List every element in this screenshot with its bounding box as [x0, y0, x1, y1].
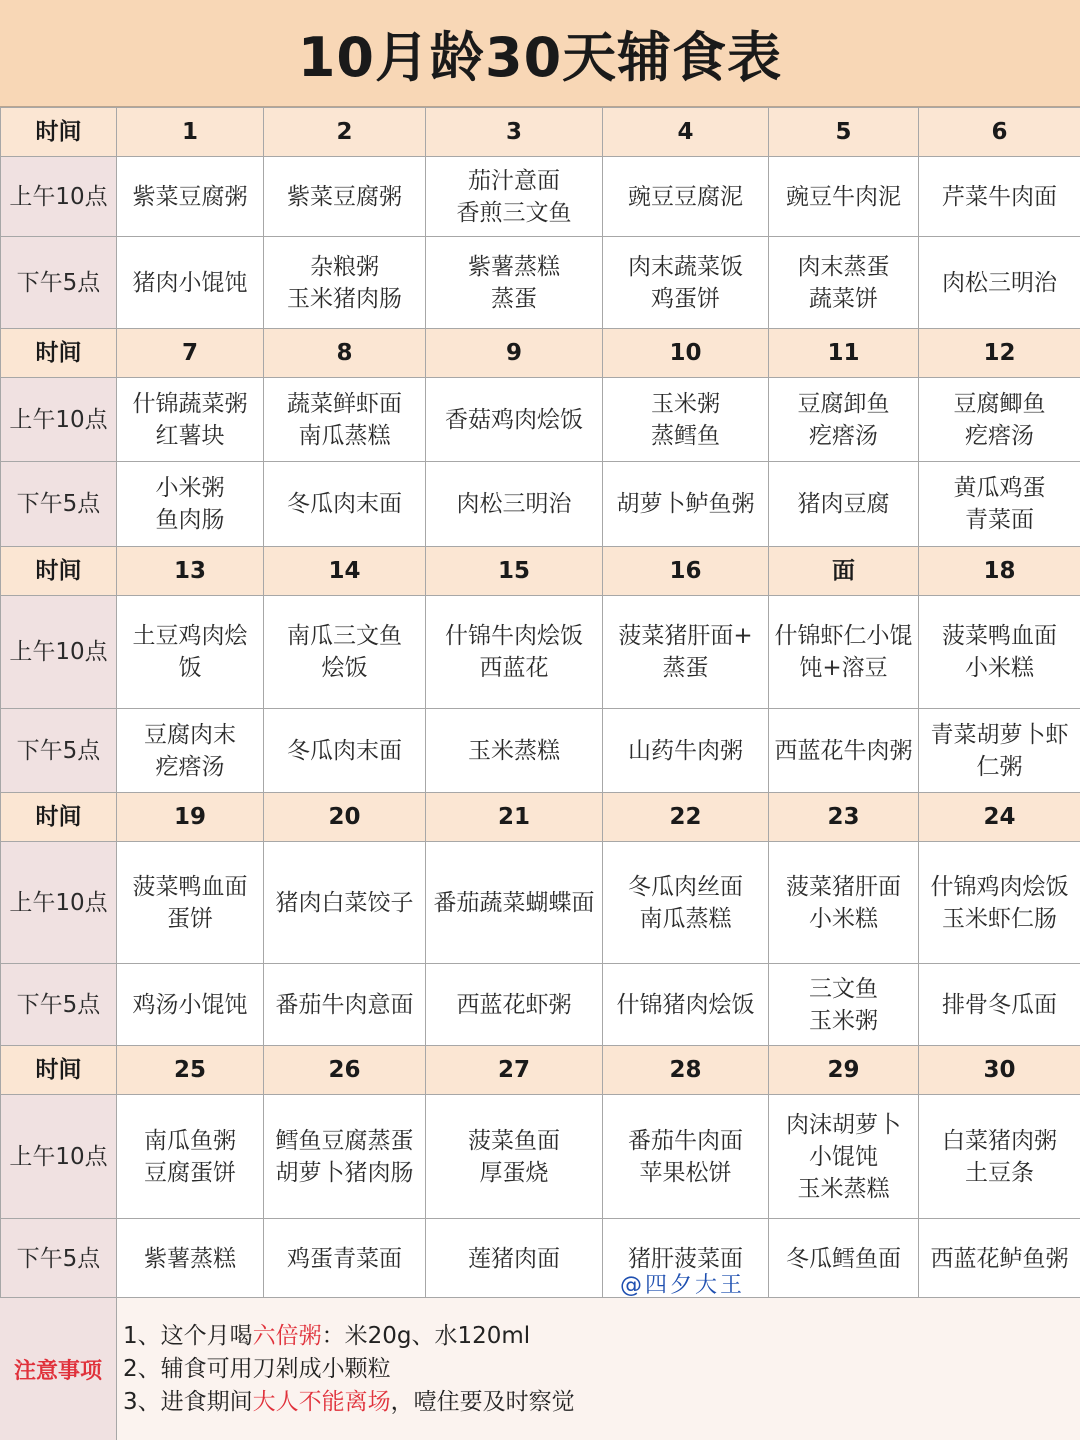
meal-item: 番茄蔬菜蝴蝶面 [433, 889, 595, 916]
meal-cell [603, 596, 769, 709]
meal-item: 菠菜鸭血面 [132, 873, 248, 900]
meal-item: 青菜胡萝卜虾 [930, 721, 1069, 748]
day-number: 8 [264, 329, 426, 378]
meal-item: 番茄牛肉意面 [275, 991, 414, 1018]
note-text: 2、辅食可用刀剁成小颗粒 [123, 1355, 391, 1382]
day-number: 24 [919, 793, 1080, 842]
meal-item: 豆腐鲫鱼 [953, 390, 1046, 417]
meal-cell [919, 596, 1080, 709]
meal-item: 白菜猪肉粥 [942, 1127, 1057, 1154]
note-item [123, 1353, 1080, 1386]
meal-cell [769, 596, 919, 709]
evening-meal-row [1, 237, 1080, 329]
time-header-row [1, 329, 1080, 378]
day-number: 5 [769, 108, 919, 157]
meal-item: 番茄牛肉面 [628, 1127, 743, 1154]
time-header-row [1, 1046, 1080, 1095]
meal-item: 土豆鸡肉烩 [132, 623, 248, 649]
meal-item: 紫薯蒸糕 [468, 253, 560, 280]
meal-item: 猪肉豆腐 [797, 491, 890, 517]
morning-time-label: 上午10点 [1, 157, 117, 237]
meal-item: 饭 [178, 655, 202, 681]
day-number: 26 [264, 1046, 426, 1095]
meal-item: 疙瘩汤 [809, 422, 878, 449]
meal-cell [264, 1219, 426, 1299]
meal-cell [264, 237, 426, 329]
meal-cell [117, 964, 264, 1046]
day-number: 22 [603, 793, 769, 842]
meal-item: 什锦鸡肉烩饭 [930, 873, 1069, 900]
time-label: 时间 [1, 547, 117, 596]
meal-cell [264, 378, 426, 462]
meal-item: 菠菜鱼面 [468, 1127, 560, 1154]
meal-item: 冬瓜鳕鱼面 [786, 1245, 901, 1272]
meal-cell [603, 462, 769, 547]
meal-cell [603, 1095, 769, 1219]
meal-item: 红薯块 [155, 422, 225, 449]
meal-cell [769, 157, 919, 237]
meal-item: 蔬菜饼 [809, 285, 878, 312]
notes-list [117, 1298, 1080, 1440]
day-number: 10 [603, 329, 769, 378]
meal-cell [769, 462, 919, 547]
morning-time-label: 上午10点 [1, 842, 117, 964]
evening-time-label: 下午5点 [1, 1219, 117, 1299]
time-header-row [1, 547, 1080, 596]
time-label: 时间 [1, 329, 117, 378]
morning-meal-row [1, 1095, 1080, 1219]
meal-item: 菠菜猪肝面+ [618, 623, 753, 649]
meal-item: 猪肝菠菜面 [628, 1245, 743, 1272]
meal-item: 玉米粥 [809, 1007, 878, 1034]
meal-item: 青菜面 [965, 507, 1034, 533]
meal-cell [117, 462, 264, 547]
meal-item: 蒸蛋 [491, 285, 537, 312]
meal-cell [117, 596, 264, 709]
meal-item: 冬瓜肉丝面 [628, 873, 743, 900]
morning-time-label: 上午10点 [1, 378, 117, 462]
meal-item: 厚蛋烧 [479, 1159, 549, 1186]
meal-item: 香菇鸡肉烩饭 [445, 406, 583, 433]
meal-item: 豆腐蛋饼 [144, 1159, 236, 1186]
day-number: 3 [426, 108, 603, 157]
note-item [123, 1386, 1080, 1419]
time-header-row [1, 793, 1080, 842]
meal-item: 西蓝花虾粥 [456, 991, 572, 1018]
meal-cell [426, 596, 603, 709]
meal-cell [603, 842, 769, 964]
morning-time-label: 上午10点 [1, 596, 117, 709]
meal-cell [769, 709, 919, 793]
evening-time-label: 下午5点 [1, 462, 117, 547]
meal-item: 南瓜鱼粥 [144, 1127, 236, 1154]
notes-section [0, 1297, 1080, 1440]
meal-cell [117, 842, 264, 964]
day-number: 14 [264, 547, 426, 596]
meal-cell [603, 964, 769, 1046]
day-number: 7 [117, 329, 264, 378]
meal-cell [769, 378, 919, 462]
evening-meal-row [1, 964, 1080, 1046]
meal-item: 鳕鱼豆腐蒸蛋 [275, 1127, 414, 1154]
meal-cell [264, 964, 426, 1046]
day-number: 30 [919, 1046, 1080, 1095]
evening-meal-row [1, 1219, 1080, 1299]
meal-cell [426, 1095, 603, 1219]
meal-cell [919, 709, 1080, 793]
time-header-row [1, 108, 1080, 157]
meal-item: 菠菜鸭血面 [942, 623, 1057, 649]
meal-cell [603, 709, 769, 793]
morning-time-label: 上午10点 [1, 1095, 117, 1219]
meal-item: 猪肉小馄饨 [132, 269, 248, 296]
day-number: 1 [117, 108, 264, 157]
meal-item: 疙瘩汤 [965, 422, 1034, 449]
meal-item: 芹菜牛肉面 [942, 183, 1057, 210]
day-number: 面 [769, 547, 919, 596]
morning-meal-row [1, 378, 1080, 462]
meal-item: 什锦蔬菜粥 [132, 390, 248, 417]
meal-cell [919, 1095, 1080, 1219]
meal-cell [919, 964, 1080, 1046]
day-number: 15 [426, 547, 603, 596]
day-number: 20 [264, 793, 426, 842]
meal-cell [919, 462, 1080, 547]
evening-meal-row [1, 462, 1080, 547]
meal-item: 南瓜蒸糕 [639, 905, 732, 932]
day-number: 27 [426, 1046, 603, 1095]
meal-table [0, 107, 1080, 1299]
note-highlight: 六倍粥 [252, 1322, 322, 1349]
meal-cell [919, 378, 1080, 462]
note-item [123, 1320, 1080, 1353]
meal-cell [264, 462, 426, 547]
meal-cell [603, 378, 769, 462]
meal-cell [426, 462, 603, 547]
day-number: 19 [117, 793, 264, 842]
meal-item: 仁粥 [976, 753, 1023, 780]
meal-cell [919, 157, 1080, 237]
meal-item: 豆腐卸鱼 [797, 390, 890, 417]
day-number: 9 [426, 329, 603, 378]
meal-cell [117, 709, 264, 793]
meal-cell [919, 237, 1080, 329]
meal-item: 蒸蛋 [662, 655, 709, 681]
day-number: 25 [117, 1046, 264, 1095]
meal-item: 小馄饨 [809, 1143, 878, 1170]
meal-cell [769, 237, 919, 329]
meal-item: 玉米猪肉肠 [287, 285, 402, 312]
meal-item: 南瓜蒸糕 [298, 422, 391, 449]
meal-cell [426, 709, 603, 793]
day-number: 13 [117, 547, 264, 596]
meal-item: 山药牛肉粥 [628, 737, 743, 764]
evening-time-label: 下午5点 [1, 237, 117, 329]
day-number: 16 [603, 547, 769, 596]
day-number: 29 [769, 1046, 919, 1095]
meal-item: 西蓝花鲈鱼粥 [930, 1245, 1069, 1272]
morning-meal-row [1, 157, 1080, 237]
evening-time-label: 下午5点 [1, 964, 117, 1046]
meal-item: 什锦牛肉烩饭 [445, 623, 583, 649]
day-number: 11 [769, 329, 919, 378]
meal-item: 冬瓜肉末面 [287, 737, 402, 764]
meal-item: 烩饭 [321, 655, 368, 681]
time-label: 时间 [1, 793, 117, 842]
meal-cell [919, 1219, 1080, 1299]
note-text: 1、这个月喝 [123, 1322, 253, 1349]
meal-item: 紫菜豆腐粥 [287, 183, 402, 210]
meal-item: 玉米虾仁肠 [942, 905, 1057, 932]
note-text: ：米20g、水120ml [321, 1322, 531, 1349]
meal-item: 小米糕 [809, 905, 878, 932]
meal-item: 西蓝花牛肉粥 [774, 737, 913, 764]
meal-item: 鱼肉肠 [155, 507, 225, 533]
meal-item: 鸡蛋青菜面 [287, 1245, 402, 1272]
evening-meal-row [1, 709, 1080, 793]
meal-item: 猪肉白菜饺子 [275, 889, 414, 916]
meal-item: 豆腐肉末 [144, 721, 236, 748]
meal-cell [769, 842, 919, 964]
morning-meal-row [1, 842, 1080, 964]
meal-cell [264, 1095, 426, 1219]
meal-item: 菠菜猪肝面 [786, 873, 901, 900]
notes-label: 注意事项 [0, 1298, 117, 1440]
meal-cell [426, 1219, 603, 1299]
meal-item: 肉沫胡萝卜 [786, 1111, 901, 1138]
meal-item: 黄瓜鸡蛋 [953, 475, 1046, 501]
meal-item: 西蓝花 [479, 655, 549, 681]
meal-item: 鸡汤小馄饨 [132, 991, 248, 1018]
meal-cell [264, 842, 426, 964]
meal-item: 鸡蛋饼 [651, 285, 720, 312]
day-number: 21 [426, 793, 603, 842]
meal-item: 小米糕 [965, 655, 1034, 681]
page-title: 10月龄30天辅食表 [0, 0, 1080, 107]
meal-cell [117, 1095, 264, 1219]
meal-item: 南瓜三文鱼 [287, 623, 402, 649]
meal-cell [603, 157, 769, 237]
morning-meal-row [1, 596, 1080, 709]
meal-item: 饨+溶豆 [799, 655, 888, 681]
meal-cell [426, 378, 603, 462]
day-number: 6 [919, 108, 1080, 157]
meal-item: 肉松三明治 [456, 491, 572, 517]
day-number: 23 [769, 793, 919, 842]
meal-cell [264, 596, 426, 709]
meal-cell [117, 1219, 264, 1299]
meal-cell [426, 964, 603, 1046]
meal-item: 肉末蒸蛋 [797, 253, 890, 280]
day-number: 12 [919, 329, 1080, 378]
meal-item: 蒸鳕鱼 [651, 422, 720, 449]
meal-item: 疙瘩汤 [155, 753, 225, 780]
meal-item: 莲猪肉面 [468, 1245, 560, 1272]
meal-cell [426, 157, 603, 237]
time-label: 时间 [1, 1046, 117, 1095]
meal-cell [264, 709, 426, 793]
meal-item: 三文鱼 [809, 975, 878, 1002]
note-text: 3、进食期间 [123, 1388, 253, 1415]
meal-cell [117, 378, 264, 462]
day-number: 28 [603, 1046, 769, 1095]
meal-cell [603, 237, 769, 329]
meal-cell [117, 157, 264, 237]
meal-cell [769, 1219, 919, 1299]
meal-item: 豌豆豆腐泥 [628, 183, 743, 210]
meal-item: 胡萝卜猪肉肠 [275, 1159, 414, 1186]
meal-item: 肉末蔬菜饭 [628, 253, 743, 280]
meal-item: 紫薯蒸糕 [144, 1245, 236, 1272]
watermark-author: @四夕大王 [620, 1273, 746, 1298]
meal-item: 蛋饼 [167, 905, 213, 932]
meal-item: 玉米粥 [651, 390, 720, 417]
meal-cell [117, 237, 264, 329]
meal-cell [769, 1095, 919, 1219]
meal-item: 什锦猪肉烩饭 [616, 991, 755, 1018]
meal-item: 胡萝卜鲈鱼粥 [616, 491, 755, 517]
meal-item: 玉米蒸糕 [468, 737, 560, 764]
day-number: 18 [919, 547, 1080, 596]
note-text: ，噎住要及时察觉 [390, 1388, 575, 1415]
meal-item: 蔬菜鲜虾面 [287, 390, 402, 417]
meal-cell [426, 842, 603, 964]
meal-item: 杂粮粥 [310, 253, 379, 280]
evening-time-label: 下午5点 [1, 709, 117, 793]
meal-item: 小米粥 [155, 475, 225, 501]
meal-item: 茄汁意面 [468, 167, 560, 194]
meal-item: 冬瓜肉末面 [287, 491, 402, 517]
meal-item: 玉米蒸糕 [797, 1175, 890, 1202]
note-highlight: 大人不能离场 [252, 1388, 391, 1415]
day-number: 4 [603, 108, 769, 157]
meal-item: 什锦虾仁小馄 [774, 623, 913, 649]
day-number: 2 [264, 108, 426, 157]
time-label: 时间 [1, 108, 117, 157]
meal-item: 土豆条 [965, 1159, 1034, 1186]
meal-item: 排骨冬瓜面 [942, 991, 1057, 1018]
meal-item: 紫菜豆腐粥 [132, 183, 248, 210]
meal-cell [919, 842, 1080, 964]
meal-item: 豌豆牛肉泥 [786, 183, 901, 210]
meal-item: 香煎三文鱼 [456, 199, 572, 226]
meal-cell [426, 237, 603, 329]
meal-cell [769, 964, 919, 1046]
meal-item: 肉松三明治 [942, 269, 1057, 296]
meal-item: 苹果松饼 [639, 1159, 732, 1186]
meal-cell [264, 157, 426, 237]
